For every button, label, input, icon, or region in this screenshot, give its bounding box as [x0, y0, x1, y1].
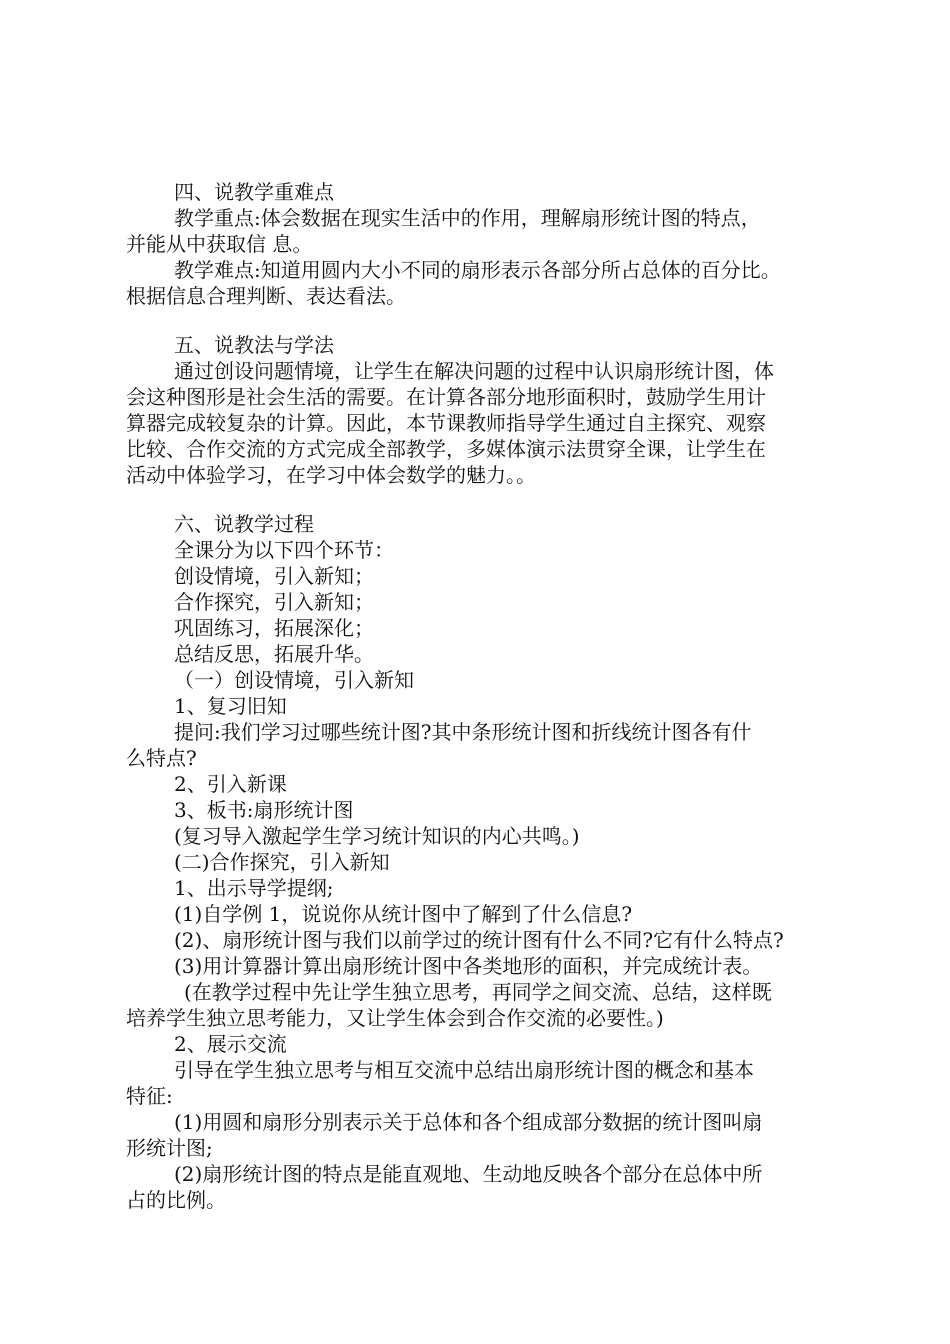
stage-line: 合作探究，引入新知；	[174, 590, 374, 614]
body-line: 2、展示交流	[174, 1032, 287, 1056]
body-line: (在教学过程中先让学生独立思考，再同学之间交流、总结，这样既	[184, 980, 772, 1004]
list-item: (2)扇形统计图的特点是能直观地、生动地反映各个部分在总体中所	[174, 1162, 763, 1186]
body-line: 1、复习旧知	[174, 694, 287, 718]
body-line: (复习导入激起学生学习统计知识的内心共鸣。)	[174, 824, 580, 848]
subsection-heading: （一）创设情境，引入新知	[174, 668, 414, 692]
teaching-difficulty-line: 教学难点:知道用圆内大小不同的扇形表示各部分所占总体的百分比。	[174, 258, 781, 282]
body-line: 培养学生独立思考能力，又让学生体会到合作交流的必要性。)	[126, 1006, 664, 1030]
section-4-heading: 四、说教学重难点	[174, 180, 334, 204]
body-line: 2、引入新课	[174, 772, 287, 796]
body-line: 根据信息合理判断、表达看法。	[126, 284, 406, 308]
body-line: 比较、合作交流的方式完成全部教学，多媒体演示法贯穿全课，让学生在	[126, 437, 766, 461]
stage-line: 总结反思，拓展升华。	[174, 642, 374, 666]
body-line: 算器完成较复杂的计算。因此，本节课教师指导学生通过自主探究、观察	[126, 411, 766, 435]
body-line: 活动中体验学习，在学习中体会数学的魅力。。	[126, 463, 536, 487]
list-item: (3)用计算器计算出扇形统计图中各类地形的面积，并完成统计表。	[174, 954, 763, 978]
list-item: (1)用圆和扇形分别表示关于总体和各个组成部分数据的统计图叫扇	[174, 1110, 763, 1134]
list-item: (2)、扇形统计图与我们以前学过的统计图有什么不同?它有什么特点?	[174, 928, 784, 952]
stage-line: 巩固练习，拓展深化；	[174, 616, 374, 640]
body-line: 占的比例。	[126, 1188, 226, 1212]
body-line: 1、出示导学提纲;	[174, 876, 334, 900]
body-line: 会这种图形是社会生活的需要。在计算各部分地形面积时，鼓励学生用计	[126, 385, 766, 409]
subsection-heading: (二)合作探究，引入新知	[174, 850, 390, 874]
body-line: 通过创设问题情境，让学生在解决问题的过程中认识扇形统计图，体	[174, 359, 774, 383]
body-line: 全课分为以下四个环节：	[174, 538, 394, 562]
body-line: 么特点?	[126, 746, 197, 770]
body-line: 提问:我们学习过哪些统计图?其中条形统计图和折线统计图各有什	[174, 720, 752, 744]
body-line: 并能从中获取信 息。	[126, 232, 313, 256]
body-line: 3、板书:扇形统计图	[174, 798, 354, 822]
list-item: (1)自学例 1，说说你从统计图中了解到了什么信息?	[174, 902, 633, 926]
stage-line: 创设情境，引入新知；	[174, 564, 374, 588]
teaching-focus-line: 教学重点:体会数据在现实生活中的作用，理解扇形统计图的特点，	[174, 206, 761, 230]
section-5-heading: 五、说教法与学法	[174, 333, 334, 357]
body-line: 特征:	[126, 1084, 173, 1108]
body-line: 引导在学生独立思考与相互交流中总结出扇形统计图的概念和基本	[174, 1058, 754, 1082]
body-line: 形统计图;	[126, 1136, 213, 1160]
section-6-heading: 六、说教学过程	[174, 512, 314, 536]
